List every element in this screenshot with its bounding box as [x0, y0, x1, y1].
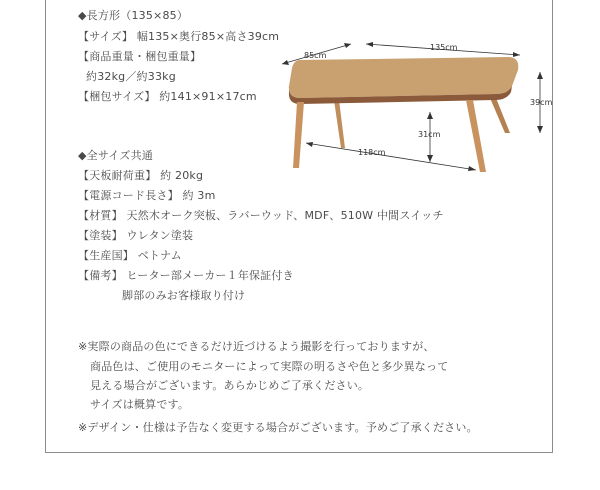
- common-heading: ◆全サイズ共通: [78, 149, 153, 162]
- table-leg-front-right: [466, 100, 486, 172]
- material: 【材質】 天然木オーク突板、ラバーウッド、MDF、510W 中間スイッチ: [78, 209, 444, 222]
- remarks-line-2: 脚部のみお客様取り付け: [122, 289, 246, 302]
- cord-length: 【電源コード長さ】 約 3m: [78, 189, 216, 202]
- depth-arrow-icon: [344, 43, 351, 48]
- width-arrow-icon: [513, 52, 520, 57]
- finish: 【塗装】 ウレタン塗装: [78, 229, 194, 242]
- width-arrow-icon: [366, 42, 373, 47]
- height-arrow-icon: [537, 72, 543, 79]
- depth-arrow-icon: [282, 60, 289, 65]
- depth-label: 85cm: [304, 51, 327, 60]
- leg-span-arrow-icon: [468, 166, 476, 171]
- note-line-3: 見える場合がございます。あらかじめご了承ください。: [90, 379, 370, 392]
- width-label: 135cm: [430, 43, 458, 52]
- note-line-1: ※実際の商品の色にできるだけ近づけるよう撮影を行っておりますが、: [78, 340, 435, 353]
- note-line-4: サイズは概算です。: [90, 398, 190, 411]
- leg-span-arrow-icon: [306, 142, 313, 147]
- size-line: 【サイズ】 幅135×奥行85×高さ39cm: [78, 30, 280, 43]
- weight-value: 約32kg／約33kg: [86, 70, 176, 83]
- height-label: 39cm: [530, 98, 553, 107]
- leg-height-arrow-icon: [427, 155, 433, 162]
- leg-span-label: 118cm: [358, 148, 386, 157]
- table-leg-front-left: [293, 102, 304, 168]
- remarks-line-1: 【備考】 ヒーター部メーカー１年保証付き: [78, 269, 294, 282]
- tabletop-surface: [289, 57, 518, 98]
- package-size: 【梱包サイズ】 約141×91×17cm: [78, 90, 257, 103]
- leg-height-arrow-icon: [427, 112, 433, 119]
- note-line-2: 商品色は、ご使用のモニターによって実際の明るさや色と多少異なって: [90, 360, 449, 373]
- note-line-5: ※デザイン・仕様は予告なく変更する場合がございます。予めご了承ください。: [78, 421, 478, 434]
- table-leg-back-right: [490, 98, 510, 133]
- size-heading: ◆長方形（135×85）: [78, 9, 189, 22]
- weight-label: 【商品重量・梱包重量】: [78, 50, 202, 63]
- height-arrow-icon: [537, 126, 543, 133]
- leg-height-label: 31cm: [418, 130, 441, 139]
- country-of-origin: 【生産国】 ベトナム: [78, 249, 182, 262]
- table-leg-back-left: [334, 100, 345, 148]
- load-capacity: 【天板耐荷重】 約 20kg: [78, 169, 204, 182]
- leg-span-dimension-line: [306, 143, 476, 170]
